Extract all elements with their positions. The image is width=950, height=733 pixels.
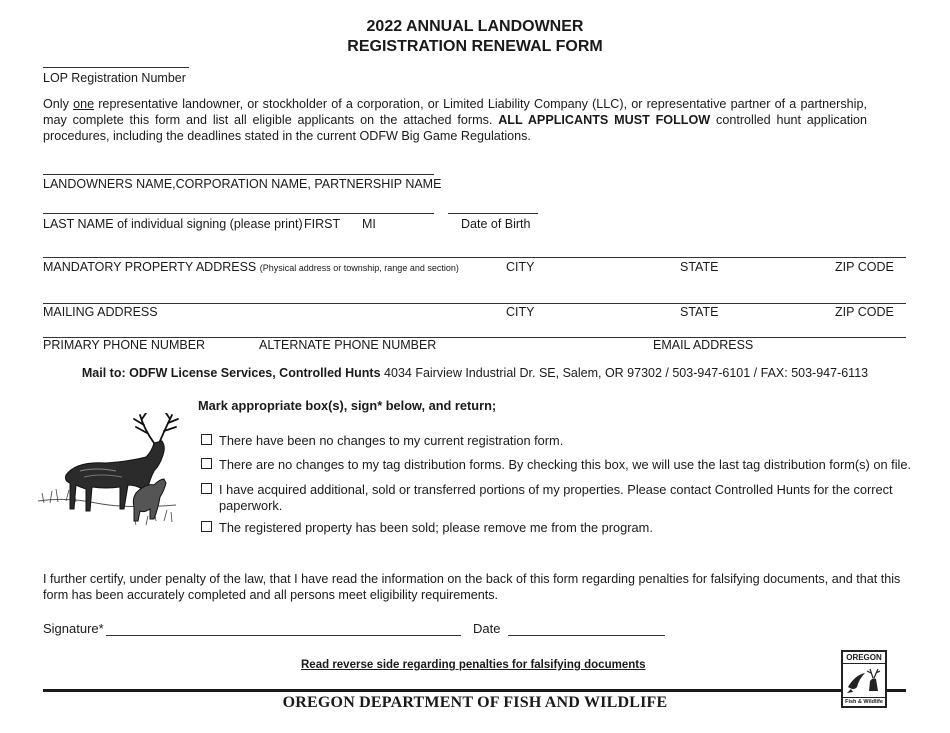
last-name-label: LAST NAME of individual signing (please print): [43, 217, 303, 231]
option-4-label: The registered property has been sold; please remove me from the program.: [219, 520, 653, 535]
reverse-side-link[interactable]: Read reverse side regarding penalties for falsifying documents: [301, 659, 646, 671]
primary-phone-label: PRIMARY PHONE NUMBER: [43, 338, 206, 352]
dob-field[interactable]: [448, 213, 538, 214]
option-4-checkbox[interactable]: [201, 519, 212, 537]
date-field[interactable]: [508, 635, 665, 636]
mailing-address-field[interactable]: [43, 303, 906, 304]
property-city-label: CITY: [506, 260, 535, 274]
intro-paragraph: Only one representative landowner, or stockholder of a corporation, or Limited Liability Company (LLC), or representative partner of a partnership, may complete this form and list all eligible applicants on the attached forms. ALL APPLICANTS MUST FOLLOW controlled hunt application procedures, including the deadlines stated in the current ODFW Big Game Regulations.: [43, 97, 868, 143]
one-emphasis: one: [73, 97, 95, 111]
option-2-label: There are no changes to my tag distribution forms. By checking this box, we will use the last tag distribution form(s) on file.: [219, 457, 912, 472]
mailing-state-label: STATE: [680, 305, 719, 319]
mailing-zip-label: ZIP CODE: [835, 305, 894, 319]
fish-elk-icon: [845, 665, 883, 695]
property-address-note: (Physical address or township, range and section): [259, 263, 459, 273]
signer-name-field[interactable]: [43, 213, 434, 214]
property-zip-label: ZIP CODE: [835, 260, 894, 274]
dob-label: Date of Birth: [461, 217, 531, 231]
first-name-label: FIRST: [304, 217, 341, 231]
landowner-name-field[interactable]: [43, 174, 434, 175]
footer-rule: [43, 689, 906, 692]
option-1-checkbox[interactable]: [201, 432, 212, 450]
logo-bottom-text: Fish & Wildlife: [843, 697, 885, 706]
option-1-label: There have been no changes to my current registration form.: [219, 433, 564, 448]
mailing-address-label: MAILING ADDRESS: [43, 305, 158, 319]
property-state-label: STATE: [680, 260, 719, 274]
instructions-heading: Mark appropriate box(s), sign* below, and return;: [198, 398, 497, 413]
form-title-line2: REGISTRATION RENEWAL FORM: [347, 38, 603, 55]
signature-field[interactable]: [106, 635, 461, 636]
property-address-field[interactable]: [43, 257, 906, 258]
certification-paragraph: I further certify, under penalty of the law, that I have read the information on the back of this form regarding penalties for falsifying documents, and that this form has been accurately completed and all persons meet eligibility requirements.: [43, 572, 901, 602]
landowner-name-label: LANDOWNERS NAME,CORPORATION NAME, PARTNERSHIP NAME: [43, 177, 442, 191]
option-3-checkbox[interactable]: [201, 481, 212, 499]
option-3-label: I have acquired additional, sold or transferred portions of my properties. Please contact Controlled Hunts for the correct paperwork.: [219, 482, 893, 513]
mailing-city-label: CITY: [506, 305, 535, 319]
option-2-checkbox[interactable]: [201, 456, 212, 474]
odfw-logo: [841, 650, 887, 708]
lop-number-field[interactable]: [43, 67, 189, 68]
email-label: EMAIL ADDRESS: [653, 338, 754, 352]
logo-top-text: OREGON: [843, 652, 885, 664]
signature-label: Signature*: [43, 621, 104, 636]
middle-initial-label: MI: [362, 217, 376, 231]
date-label: Date: [473, 621, 501, 636]
applicants-must-follow: ALL APPLICANTS MUST FOLLOW: [498, 113, 711, 127]
elk-illustration: [36, 413, 182, 533]
property-address-label: MANDATORY PROPERTY ADDRESS (Physical address or township, range and section): [43, 260, 459, 274]
alternate-phone-label: ALTERNATE PHONE NUMBER: [259, 338, 437, 352]
agency-name: OREGON DEPARTMENT OF FISH AND WILDLIFE: [282, 694, 668, 711]
form-title-line1: 2022 ANNUAL LANDOWNER: [366, 18, 584, 35]
lop-number-label: LOP Registration Number: [43, 71, 186, 85]
mail-to-line: Mail to: ODFW License Services, Controlled Hunts 4034 Fairview Industrial Dr. SE, Salem, OR 97302 / 503-947-6101 / FAX: 503-947-6113: [81, 366, 869, 380]
